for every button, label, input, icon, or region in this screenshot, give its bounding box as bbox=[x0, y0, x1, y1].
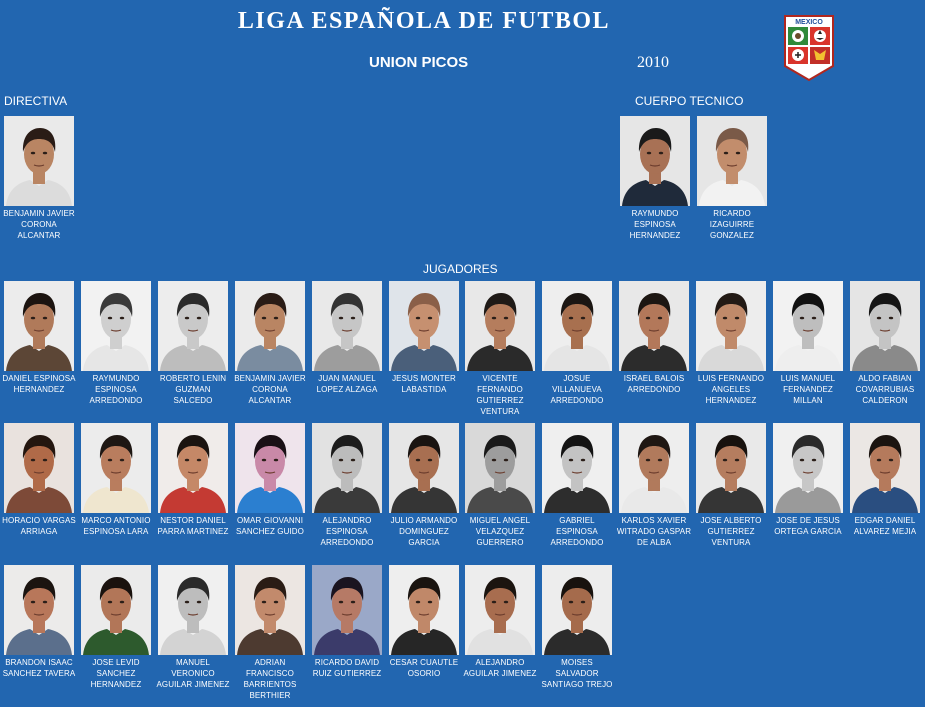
person-photo bbox=[389, 281, 459, 371]
person-photo bbox=[158, 565, 228, 655]
person-name: HORACIO VARGAS ARRIAGA bbox=[2, 516, 76, 536]
player-card bbox=[309, 423, 385, 548]
person-photo bbox=[81, 281, 151, 371]
player-card bbox=[78, 565, 154, 690]
person-name: RICARDO IZAGUIRRE GONZALEZ bbox=[709, 209, 755, 240]
player-card bbox=[693, 423, 769, 548]
player-card bbox=[155, 281, 231, 406]
person-name: BRANDON ISAAC SANCHEZ TAVERA bbox=[2, 658, 76, 678]
player-card bbox=[386, 565, 462, 679]
person-photo bbox=[389, 565, 459, 655]
person-name: MANUEL VERONICO AGUILAR JIMENEZ bbox=[156, 658, 230, 689]
player-card bbox=[539, 423, 615, 548]
person-name: ALEJANDRO ESPINOSA ARREDONDO bbox=[320, 516, 374, 547]
person-name: ROBERTO LENIN GUZMAN SALCEDO bbox=[159, 374, 227, 405]
person-name: RICARDO DAVID RUIZ GUTIERREZ bbox=[312, 658, 382, 678]
person-name: RAYMUNDO ESPINOSA HERNANDEZ bbox=[629, 209, 681, 240]
person-name: DANIEL ESPINOSA HERNANDEZ bbox=[2, 374, 76, 394]
person-photo bbox=[542, 565, 612, 655]
player-card bbox=[1, 281, 77, 395]
person-name: JESUS MONTER LABASTIDA bbox=[392, 374, 456, 394]
person-name: KARLOS XAVIER WITRADO GASPAR DE ALBA bbox=[616, 516, 692, 547]
person-name: MIGUEL ANGEL VELAZQUEZ GUERRERO bbox=[469, 516, 531, 547]
person-photo bbox=[773, 423, 843, 513]
person-photo bbox=[542, 423, 612, 513]
person-name: GABRIEL ESPINOSA ARREDONDO bbox=[550, 516, 604, 547]
player-card bbox=[232, 281, 308, 406]
person-name: ALEJANDRO AGUILAR JIMENEZ bbox=[463, 658, 537, 678]
person-name: BENJAMIN JAVIER CORONA ALCANTAR bbox=[3, 209, 75, 240]
person-name: JUAN MANUEL LOPEZ ALZAGA bbox=[316, 374, 378, 394]
person-name: JULIO ARMANDO DOMINGUEZ GARCIA bbox=[390, 516, 458, 547]
person-name: LUIS MANUEL FERNANDEZ MILLAN bbox=[780, 374, 836, 405]
person-photo bbox=[4, 281, 74, 371]
crest-logo bbox=[783, 14, 835, 82]
person-name: JOSE ALBERTO GUTIERREZ VENTURA bbox=[700, 516, 762, 547]
person-name: NESTOR DANIEL PARRA MARTINEZ bbox=[157, 516, 229, 536]
person-photo bbox=[235, 281, 305, 371]
player-card bbox=[232, 423, 308, 537]
person-photo bbox=[619, 423, 689, 513]
player-card bbox=[78, 281, 154, 406]
person-photo bbox=[235, 565, 305, 655]
person-photo bbox=[696, 281, 766, 371]
person-name: ALDO FABIAN COVARRUBIAS CALDERON bbox=[855, 374, 915, 405]
team-name: UNION PICOS bbox=[369, 54, 469, 71]
player-card bbox=[155, 565, 231, 690]
player-card bbox=[309, 281, 385, 395]
person-photo bbox=[312, 281, 382, 371]
person-photo bbox=[465, 565, 535, 655]
player-card bbox=[309, 565, 385, 679]
person-name: JOSUE VILLANUEVA ARREDONDO bbox=[550, 374, 604, 405]
section-jugadores: JUGADORES bbox=[423, 262, 498, 276]
person-photo bbox=[696, 423, 766, 513]
person-photo bbox=[158, 281, 228, 371]
person-name: MOISES SALVADOR SANTIAGO TREJO bbox=[541, 658, 613, 689]
player-card bbox=[770, 281, 846, 406]
person-name: EDGAR DANIEL ALVAREZ MEJIA bbox=[853, 516, 917, 536]
person-photo bbox=[235, 423, 305, 513]
person-name: JOSE DE JESUS ORTEGA GARCIA bbox=[774, 516, 842, 536]
player-card bbox=[539, 565, 615, 690]
person-photo bbox=[389, 423, 459, 513]
person-name: ADRIAN FRANCISCO BARRIENTOS BERTHIER bbox=[243, 658, 297, 700]
player-card bbox=[462, 565, 538, 679]
player-card bbox=[462, 281, 538, 417]
person-photo bbox=[850, 423, 920, 513]
crest-text: MEXICO bbox=[795, 19, 823, 26]
person-name: CESAR CUAUTLE OSORIO bbox=[389, 658, 459, 678]
player-card bbox=[386, 423, 462, 548]
directiva-card bbox=[1, 116, 77, 241]
person-name: RAYMUNDO ESPINOSA ARREDONDO bbox=[89, 374, 143, 405]
person-photo bbox=[542, 281, 612, 371]
person-photo bbox=[4, 423, 74, 513]
person-photo bbox=[773, 281, 843, 371]
person-photo bbox=[465, 423, 535, 513]
player-card bbox=[386, 281, 462, 395]
player-card bbox=[155, 423, 231, 537]
player-card bbox=[616, 423, 692, 548]
season-year: 2010 bbox=[637, 54, 669, 71]
person-name: LUIS FERNANDO ANGELES HERNANDEZ bbox=[697, 374, 765, 405]
section-directiva: DIRECTIVA bbox=[4, 94, 68, 108]
cuerpo-tecnico-card bbox=[617, 116, 693, 241]
person-name: MARCO ANTONIO ESPINOSA LARA bbox=[81, 516, 151, 536]
person-photo bbox=[619, 281, 689, 371]
person-name: JOSE LEVID SANCHEZ HERNANDEZ bbox=[90, 658, 142, 689]
page-title: LIGA ESPAÑOLA DE FUTBOL bbox=[237, 8, 611, 34]
player-card bbox=[847, 423, 923, 537]
player-card bbox=[1, 423, 77, 537]
person-photo bbox=[81, 423, 151, 513]
person-name: VICENTE FERNANDO GUTIERREZ VENTURA bbox=[476, 374, 524, 416]
player-card bbox=[847, 281, 923, 406]
person-name: ISRAEL BALOIS ARREDONDO bbox=[623, 374, 685, 394]
person-photo bbox=[465, 281, 535, 371]
person-photo bbox=[697, 116, 767, 206]
person-photo bbox=[312, 423, 382, 513]
person-name: BENJAMIN JAVIER CORONA ALCANTAR bbox=[234, 374, 306, 405]
person-photo bbox=[4, 565, 74, 655]
player-card bbox=[1, 565, 77, 679]
person-photo bbox=[620, 116, 690, 206]
person-photo bbox=[158, 423, 228, 513]
player-card bbox=[462, 423, 538, 548]
player-card bbox=[539, 281, 615, 406]
player-card bbox=[232, 565, 308, 701]
person-name: OMAR GIOVANNI SANCHEZ GUIDO bbox=[236, 516, 304, 536]
section-cuerpo-tecnico: CUERPO TECNICO bbox=[635, 94, 744, 108]
cuerpo-tecnico-card bbox=[694, 116, 770, 241]
player-card bbox=[78, 423, 154, 537]
person-photo bbox=[4, 116, 74, 206]
person-photo bbox=[312, 565, 382, 655]
player-card bbox=[770, 423, 846, 537]
player-card bbox=[616, 281, 692, 395]
person-photo bbox=[81, 565, 151, 655]
person-photo bbox=[850, 281, 920, 371]
player-card bbox=[693, 281, 769, 406]
